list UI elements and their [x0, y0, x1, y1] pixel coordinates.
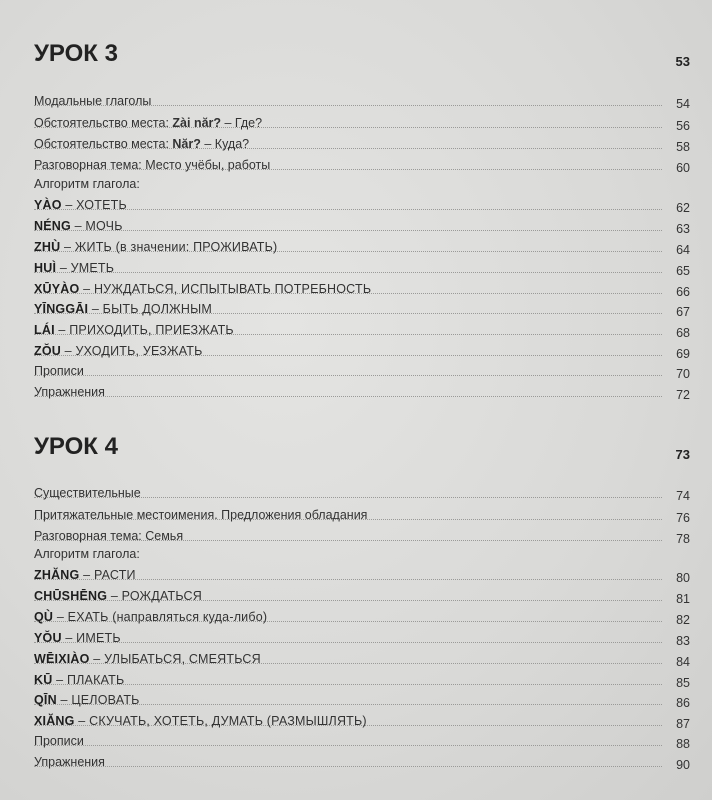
toc-subheading: [34, 174, 690, 194]
entry-page: 69: [676, 347, 690, 361]
toc-verb-entry: [34, 670, 690, 690]
verb-meaning: – ХОТЕТЬ: [61, 198, 127, 212]
verb-pinyin: XIĂNG: [34, 714, 75, 728]
entry-page: 70: [676, 367, 690, 381]
entry-page: 74: [676, 489, 690, 503]
entry-text: Обстоятельство места: Năr? – Куда?: [34, 137, 250, 151]
entry-text: Прописи: [34, 364, 84, 378]
lesson-title: УРОК 4: [34, 433, 118, 460]
verb-meaning: – МОЧЬ: [70, 219, 123, 233]
toc-entry: [34, 505, 690, 525]
entry-text: Разговорная тема: Семья: [34, 529, 184, 543]
verb-pinyin: ZHĂNG: [34, 568, 80, 582]
toc-entry: [34, 731, 690, 751]
entry-text: Притяжательные местоимения. Предложения обладания: [34, 508, 368, 522]
toc-verb-entry: [34, 565, 690, 585]
toc-verb-entry: [34, 299, 690, 319]
entry-page: 88: [676, 737, 690, 751]
toc-verb-entry: [34, 258, 690, 278]
entry-text: Упражнения: [34, 755, 105, 769]
entry-text: Разговорная тема: Место учёбы, работы: [34, 158, 271, 172]
entry-page: 64: [676, 243, 690, 257]
entry-page: 54: [676, 97, 690, 111]
toc-entry: [34, 361, 690, 381]
entry-text: Упражнения: [34, 385, 105, 399]
lesson-title: УРОК 3: [34, 40, 118, 67]
verb-meaning: – ИМЕТЬ: [61, 631, 121, 645]
lesson-page-number: 73: [675, 447, 690, 462]
toc-verb-entry: [34, 607, 690, 627]
toc-entry: [34, 483, 690, 503]
verb-pinyin: YÀO: [34, 198, 62, 212]
entry-page: 85: [676, 676, 690, 690]
verb-meaning: – РОЖДАТЬСЯ: [107, 589, 202, 603]
toc-entry: [34, 155, 690, 175]
toc-verb-entry: [34, 216, 690, 236]
toc-entry: [34, 91, 690, 111]
verb-pinyin: QĪN: [34, 693, 57, 707]
entry-page: 83: [676, 634, 690, 648]
lesson-page-number: 53: [675, 54, 690, 69]
toc-entry: [34, 752, 690, 772]
entry-page: 80: [676, 571, 690, 585]
entry-page: 76: [676, 511, 690, 525]
verb-meaning: – НУЖДАТЬСЯ, ИСПЫТЫВАТЬ ПОТРЕБНОСТЬ: [79, 282, 372, 296]
entry-text: Прописи: [34, 734, 84, 748]
entry-text: Модальные глаголы: [34, 94, 152, 108]
entry-page: 67: [676, 305, 690, 319]
entry-page: 68: [676, 326, 690, 340]
toc-verb-entry: [34, 237, 690, 257]
toc-subheading: [34, 544, 690, 564]
verb-meaning: – ЕХАТЬ (направляться куда-либо): [53, 610, 268, 624]
toc-entry: [34, 113, 690, 133]
verb-meaning: – УХОДИТЬ, УЕЗЖАТЬ: [61, 344, 203, 358]
entry-page: 82: [676, 613, 690, 627]
verb-pinyin: HUÌ: [34, 261, 57, 275]
toc-verb-entry: [34, 649, 690, 669]
entry-page: 78: [676, 532, 690, 546]
toc-verb-entry: [34, 320, 690, 340]
verb-meaning: – ПРИХОДИТЬ, ПРИЕЗЖАТЬ: [54, 323, 234, 337]
verb-meaning: – ПЛАКАТЬ: [52, 673, 125, 687]
verb-pinyin: YĪNGGĀI: [34, 302, 89, 316]
entry-page: 90: [676, 758, 690, 772]
entry-page: 81: [676, 592, 690, 606]
toc-verb-entry: [34, 279, 690, 299]
entry-page: 84: [676, 655, 690, 669]
toc-verb-entry: [34, 690, 690, 710]
verb-pinyin: KŪ: [34, 673, 53, 687]
toc-entry: [34, 526, 690, 546]
verb-pinyin: NÉNG: [34, 219, 71, 233]
lesson-3-header: [34, 40, 690, 80]
verb-meaning: – СКУЧАТЬ, ХОТЕТЬ, ДУМАТЬ (РАЗМЫШЛЯТЬ): [74, 714, 367, 728]
verb-pinyin: ZŎU: [34, 344, 61, 358]
toc-verb-entry: [34, 628, 690, 648]
verb-pinyin: QÙ: [34, 610, 54, 624]
entry-page: 87: [676, 717, 690, 731]
lesson-4-header: [34, 433, 690, 473]
entry-text: Обстоятельство места: Zài năr? – Где?: [34, 116, 263, 130]
entry-page: 62: [676, 201, 690, 215]
toc-entry: [34, 134, 690, 154]
entry-text: Существительные: [34, 486, 141, 500]
verb-pinyin: XŪYÀO: [34, 282, 80, 296]
entry-text: Алгоритм глагола:: [34, 547, 140, 561]
entry-page: 66: [676, 285, 690, 299]
entry-page: 65: [676, 264, 690, 278]
toc-verb-entry: [34, 586, 690, 606]
toc-verb-entry: [34, 195, 690, 215]
entry-page: 58: [676, 140, 690, 154]
entry-page: 63: [676, 222, 690, 236]
toc-verb-entry: [34, 711, 690, 731]
toc-entry: [34, 382, 690, 402]
verb-meaning: – БЫТЬ ДОЛЖНЫМ: [88, 302, 212, 316]
verb-meaning: – ЖИТЬ (в значении: ПРОЖИВАТЬ): [60, 240, 278, 254]
verb-meaning: – УЛЫБАТЬСЯ, СМЕЯТЬСЯ: [89, 652, 261, 666]
verb-pinyin: YŎU: [34, 631, 62, 645]
entry-page: 86: [676, 696, 690, 710]
verb-pinyin: WĒIXIÀO: [34, 652, 90, 666]
verb-meaning: – УМЕТЬ: [56, 261, 115, 275]
toc-verb-entry: [34, 341, 690, 361]
entry-page: 56: [676, 119, 690, 133]
entry-page: 60: [676, 161, 690, 175]
verb-pinyin: LÁI: [34, 323, 55, 337]
verb-pinyin: ZHÙ: [34, 240, 61, 254]
entry-page: 72: [676, 388, 690, 402]
verb-meaning: – ЦЕЛОВАТЬ: [56, 693, 140, 707]
verb-meaning: – РАСТИ: [79, 568, 136, 582]
verb-pinyin: CHŪSHĒNG: [34, 589, 108, 603]
entry-text: Алгоритм глагола:: [34, 177, 140, 191]
